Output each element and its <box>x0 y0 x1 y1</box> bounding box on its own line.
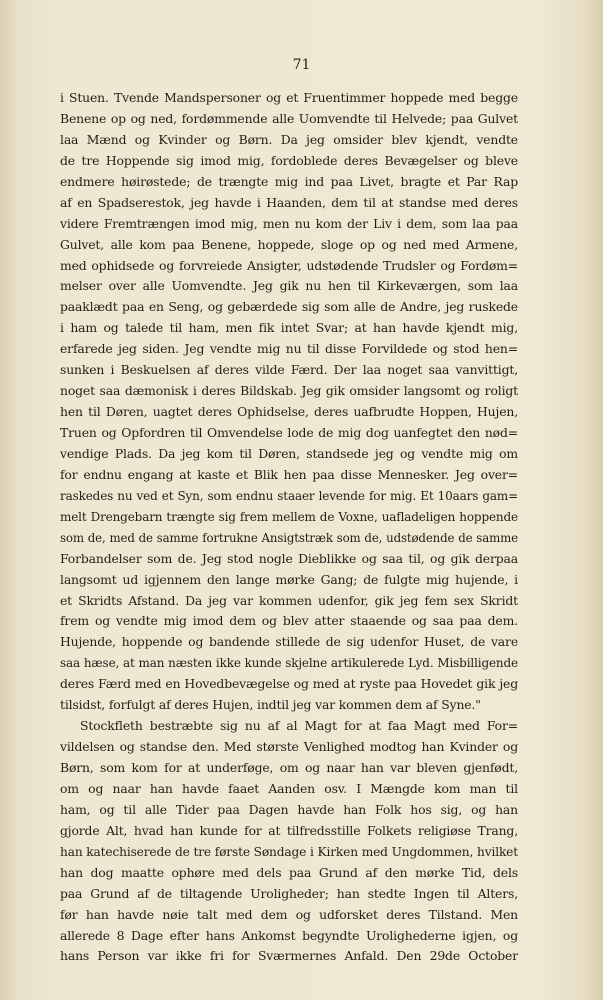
text-line: hans Person var ikke fri for Sværmernes Anfald. Den 29de October <box>60 948 518 964</box>
text-line: Benene op og ned, fordømmende alle Uomvendte til Helvede; paa Gulvet <box>60 110 518 126</box>
text-line: erfarede jeg siden. Jeg vendte mig nu til disse Forvildede og stod hen= <box>60 341 518 357</box>
text-line: af en Spadserestok, jeg havde i Haanden, dem til at standse med deres <box>60 194 518 210</box>
text-line: vildelsen og standse den. Med største Venlighed modtog han Kvinder og <box>60 739 518 755</box>
text-line: allerede 8 Dage efter hans Ankomst begyndte Urolighederne igjen, og <box>60 927 518 943</box>
text-line: i ham og talede til ham, men fik intet Svar; at han havde kjendt mig, <box>60 320 518 336</box>
text-line: endmere høirøstede; de trængte mig ind paa Livet, bragte et Par Rap <box>60 173 518 189</box>
text-line: tilsidst, forfulgt af deres Hujen, indtil jeg var kommen dem af Syne." <box>60 697 481 713</box>
text-line: sunken i Beskuelsen af deres vilde Færd. Der laa noget saa vanvittigt, <box>60 362 518 378</box>
text-line: laa Mænd og Kvinder og Børn. Da jeg omsider blev kjendt, vendte <box>60 131 518 147</box>
text-line: melt Drengebarn trængte sig frem mellem de Voxne, uafladeligen hoppende <box>60 509 518 524</box>
text-line: om og naar han havde faaet Aanden osv. I Mængde kom man til <box>60 780 518 796</box>
text-line: som de, med de samme fortrukne Ansigtstræk som de, udstødende de samme <box>60 530 518 545</box>
text-line: ham, og til alle Tider paa Dagen havde han Folk hos sig, og han <box>60 801 518 817</box>
text-line: raskedes nu ved et Syn, som endnu staaer levende for mig. Et 10aars gam= <box>60 488 518 503</box>
text-line: med ophidsede og forvreiede Ansigter, udstødende Trudsler og Fordøm= <box>60 257 518 273</box>
text-line: gjorde Alt, hvad han kunde for at tilfredsstille Folkets religiøse Trang, <box>60 822 518 838</box>
text-line: han dog maatte ophøre med dels paa Grund af den mørke Tid, dels <box>60 864 518 880</box>
text-line: saa hæse, at man næsten ikke kunde skjelne artikulerede Lyd. Misbilligende <box>60 656 518 671</box>
text-line: frem og vendte mig imod dem og blev atter staaende og saa paa dem. <box>60 613 518 629</box>
text-line: for endnu engang at kaste et Blik hen paa disse Mennesker. Jeg over= <box>60 466 518 482</box>
text-line: hen til Døren, uagtet deres Ophidselse, deres uafbrudte Hoppen, Hujen, <box>60 404 518 420</box>
text-line: vendige Plads. Da jeg kom til Døren, standsede jeg og vendte mig om <box>60 445 518 461</box>
text-line: deres Færd med en Hovedbevægelse og med at ryste paa Hovedet gik jeg <box>60 676 518 692</box>
text-line: Børn, som kom for at underføge, om og naar han var bleven gjenfødt, <box>60 760 518 775</box>
text-line: Hujende, hoppende og bandende stillede de sig udenfor Huset, de vare <box>60 634 518 650</box>
text-line: melser over alle Uomvendte. Jeg gik nu hen til Kirkeværgen, som laa <box>60 278 518 294</box>
text-line: Truen og Opfordren til Omvendelse lode de mig dog uanfegtet den nød= <box>60 425 518 440</box>
text-line: i Stuen. Tvende Mandspersoner og et Fruentimmer hoppede med begge <box>60 90 518 105</box>
text-line: paaklædt paa en Seng, og gebærdede sig som alle de Andre, jeg ruskede <box>60 299 518 315</box>
body-text <box>60 88 518 967</box>
text-line: de tre Hoppende sig imod mig, fordoblede deres Bevægelser og bleve <box>60 152 518 168</box>
text-line: før han havde nøie talt med dem og udforsket deres Tilstand. Men <box>60 906 518 922</box>
text-line: videre Fremtrængen imod mig, men nu kom der Liv i dem, som laa paa <box>60 215 518 231</box>
page-number: 71 <box>292 57 311 73</box>
text-line: Forbandelser som de. Jeg stod nogle Dieblikke og saa til, og gik derpaa <box>60 550 518 566</box>
text-line: paa Grund af de tiltagende Uroligheder; han stedte Ingen til Alters, <box>60 885 518 901</box>
text-line: han katechiserede de tre første Søndage i Kirken med Ungdommen, hvilket <box>60 844 518 859</box>
text-line: Stockfleth bestræbte sig nu af al Magt for at faa Magt med For= <box>80 718 518 734</box>
text-line: Gulvet, alle kom paa Benene, hoppede, sloge op og ned med Armene, <box>60 236 518 252</box>
text-line: et Skridts Afstand. Da jeg var kommen udenfor, gik jeg fem sex Skridt <box>60 592 518 608</box>
text-line: langsomt ud igjennem den lange mørke Gang; de fulgte mig hujende, i <box>60 571 518 587</box>
text-line: noget saa dæmonisk i deres Bildskab. Jeg gik omsider langsomt og roligt <box>60 383 518 399</box>
